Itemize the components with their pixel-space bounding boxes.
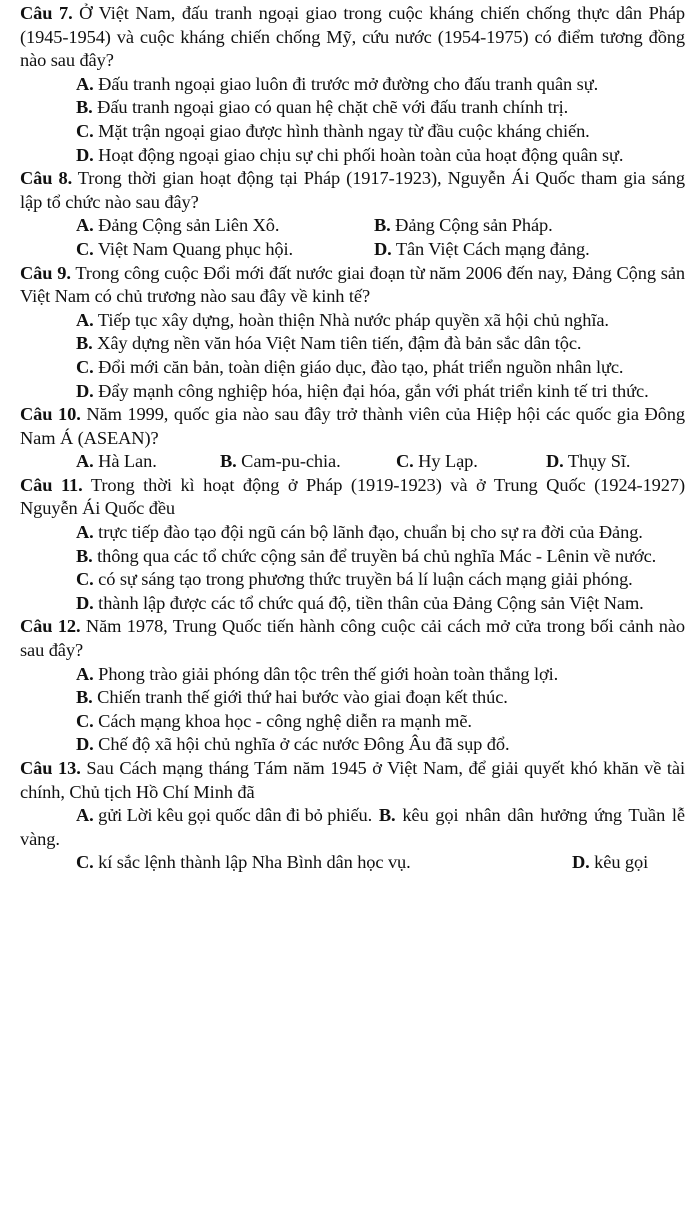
question-12-option-d: D. Chế độ xã hội chủ nghĩa ở các nước Đông Âu đã sụp đổ. (76, 734, 510, 755)
question-11-option-c: C. có sự sáng tạo trong phương thức truyền bá lí luận cách mạng giải phóng. (76, 569, 633, 590)
question-10-option-d: D. Thụy Sĩ. (546, 451, 631, 472)
question-7-option-a: A. Đấu tranh ngoại giao luôn đi trước mở đường cho đấu tranh quân sự. (76, 73, 599, 94)
question-12-number: Câu 12. (20, 616, 81, 637)
question-11-option-b: B. thông qua các tổ chức cộng sản để truyền bá chủ nghĩa Mác - Lênin về nước. (76, 545, 657, 566)
question-8-option-c: C. Việt Nam Quang phục hội. (76, 238, 294, 259)
question-12-option-c: C. Cách mạng khoa học - công nghệ diễn ra mạnh mẽ. (76, 710, 472, 731)
question-7-stem: Câu 7. Ở Việt Nam, đấu tranh ngoại giao trong cuộc kháng chiến chống thực dân Pháp (1945-1954) và cuộc kháng chiến chống Mỹ, cứu nước (1954-1975) có điểm tương đồng nào sau đây? (20, 3, 685, 71)
question-9-option-a: A. Tiếp tục xây dựng, hoàn thiện Nhà nước pháp quyền xã hội chủ nghĩa. (76, 309, 609, 330)
question-9-stem: Câu 9. Trong công cuộc Đổi mới đất nước giai đoạn từ năm 2006 đến nay, Đảng Cộng sản Việt Nam có chủ trương nào sau đây về kinh tế? (20, 262, 685, 307)
question-8-options-row-1 (20, 214, 685, 238)
question-7-option-d: D. Hoạt động ngoại giao chịu sự chi phối hoàn toàn của hoạt động quân sự. (76, 144, 624, 165)
question-7-option-b: B. Đấu tranh ngoại giao có quan hệ chặt chẽ với đấu tranh chính trị. (76, 97, 569, 118)
question-9-option-c: C. Đổi mới căn bản, toàn diện giáo dục, đào tạo, phát triển nguồn nhân lực. (76, 356, 624, 377)
question-13-options-row-cd (20, 851, 685, 875)
question-10-options-row (20, 450, 685, 474)
question-13-option-d: D. kêu gọi (572, 852, 649, 873)
question-11-option-d: D. thành lập được các tổ chức quá độ, tiền thân của Đảng Cộng sản Việt Nam. (76, 592, 644, 613)
question-12-stem: Câu 12. Năm 1978, Trung Quốc tiến hành công cuộc cải cách mở cửa trong bối cảnh nào sau đây? (20, 616, 685, 661)
question-13-option-b: B. kêu gọi nhân dân hưởng ứng Tuần lễ vàng. (20, 805, 685, 849)
question-11-option-a: A. trực tiếp đào tạo đội ngũ cán bộ lãnh đạo, chuẩn bị cho sự ra đời của Đảng. (76, 522, 643, 543)
question-10-stem: Câu 10. Năm 1999, quốc gia nào sau đây trở thành viên của Hiệp hội các quốc gia Đông Nam Á (ASEAN)? (20, 404, 686, 448)
question-12-option-b: B. Chiến tranh thế giới thứ hai bước vào giai đoạn kết thúc. (76, 687, 508, 708)
question-13-option-a: A. gửi Lời kêu gọi quốc dân đi bỏ phiếu. (76, 805, 373, 826)
question-8-options-row-2 (20, 238, 685, 262)
question-11-stem: Câu 11. Trong thời kì hoạt động ở Pháp (1919-1923) và ở Trung Quốc (1924-1927) Nguyễn Ái Quốc đều (20, 474, 685, 519)
question-8-number: Câu 8. (20, 168, 73, 189)
question-11-number: Câu 11. (20, 474, 83, 495)
question-13-options-ab (20, 804, 685, 851)
question-9-number: Câu 9. (20, 262, 71, 283)
question-10-option-a: A. Hà Lan. (76, 451, 157, 472)
question-8-option-b: B. Đảng Cộng sản Pháp. (374, 215, 553, 236)
question-10-option-b: B. Cam-pu-chia. (220, 451, 341, 472)
question-13-option-c: C. kí sắc lệnh thành lập Nha Bình dân học vụ. (76, 852, 411, 873)
question-7-number: Câu 7. (20, 3, 73, 23)
question-10-number: Câu 10. (20, 404, 81, 425)
question-9-option-d: D. Đẩy mạnh công nghiệp hóa, hiện đại hóa, gắn với phát triển kinh tế tri thức. (76, 380, 649, 401)
question-8-option-d: D. Tân Việt Cách mạng đảng. (374, 238, 590, 259)
question-13-number: Câu 13. (20, 758, 81, 778)
question-7-option-c: C. Mặt trận ngoại giao được hình thành ngay từ đầu cuộc kháng chiến. (76, 120, 590, 141)
question-13-stem: Câu 13. Sau Cách mạng tháng Tám năm 1945 ở Việt Nam, để giải quyết khó khăn về tài chính, Chủ tịch Hồ Chí Minh đã (20, 758, 686, 802)
question-8-stem: Câu 8. Trong thời gian hoạt động tại Pháp (1917-1923), Nguyễn Ái Quốc tham gia sáng lập tổ chức nào sau đây? (20, 168, 686, 212)
question-10-option-c: C. Hy Lạp. (396, 451, 478, 472)
question-8-option-a: A. Đảng Cộng sản Liên Xô. (76, 215, 280, 236)
question-9-option-b: B. Xây dựng nền văn hóa Việt Nam tiên tiến, đậm đà bản sắc dân tộc. (76, 333, 582, 354)
question-12-option-a: A. Phong trào giải phóng dân tộc trên thế giới hoàn toàn thắng lợi. (76, 663, 559, 684)
